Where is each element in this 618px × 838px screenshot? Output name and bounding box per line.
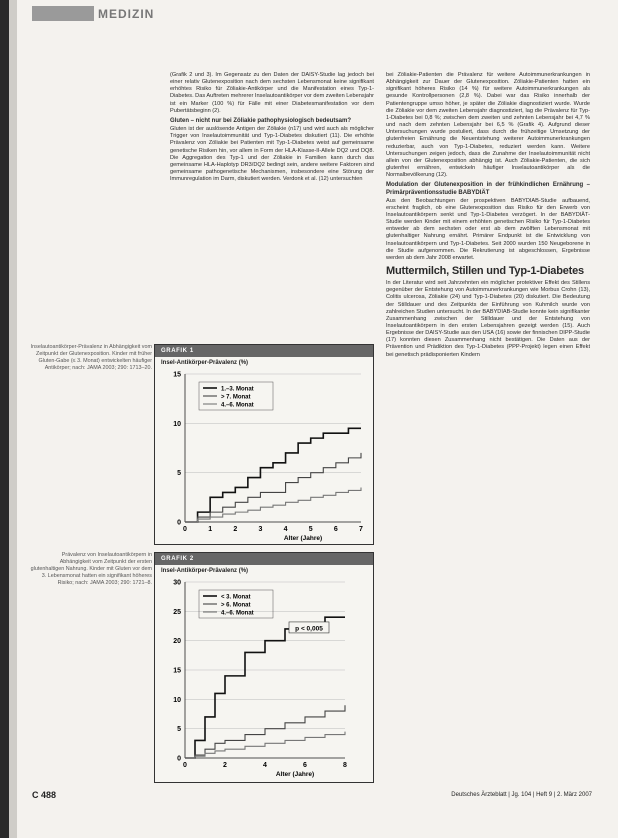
page-header: [32, 4, 592, 26]
page-number: C 488: [32, 790, 57, 800]
x-tick-label: 8: [343, 762, 347, 769]
y-tick-label: 30: [173, 579, 181, 587]
right-body-babydiat: Aus den Beobachtungen der prospektiven BABYDIAB-Studie aufbauend, erscheint fraglich, ob eine Glutenexposition das Risiko für den Erwerb von Inselautoantikörpern senkt und Typ-1-Diabetes verzögert. In der BABYDIÄT-Studie werden Kinder mit einem erhöhten genetischen Risiko für Typ-1-Diabetes entweder ab dem sechsten oder erst ab dem zwölften Lebensmonat mit glutenhaltiger Nahrung ernährt. Primärer Endpunkt ist die Entwicklung von Inselautoantikörpern und Typ-1-Diabetes. Seit 2000 wurden 150 Neugeborene in die Studie aufgenommen. Die Rekrutierung ist abgeschlossen, Ergebnisse werden ab dem Jahr 2008 erwartet.: [386, 197, 590, 261]
y-tick-label: 15: [173, 371, 181, 379]
legend-label: 4.–6. Monat: [221, 402, 254, 409]
y-tick-label: 10: [173, 696, 181, 704]
page-footer: [32, 790, 592, 804]
left-column-top: [170, 72, 374, 185]
right-body-muttermilch: In der Literatur wird seit Jahrzehnten ein möglicher protektiver Effekt des Stillens gegenüber der Entstehung von Autoimmunerkrankungen wie Morbus Crohn (13), Colitis ulcerosa, Zöliakie (24) und Typ-1-Diabetes (20) diskutiert. Die Bedeutung der Stilldauer und des Zeitpunkts der Einführung von Kuhmilch wurde von zahlreichen Studien untersucht. In der BABYDIAB-Studie konnte kein signifikanter Zusammenhang zwischen der Stilldauer und der Entstehung von Inselautoantikörpern in den ersten Lebensjahren gezeigt werden (15). Auch Ergebnisse der DAISY-Studie aus den USA (16) sowie der finnischen DIPP-Studie (17) konnten diesen Zusammenhang nicht bestätigen. Die Daten aus der Prävention und Prädiktion des Typ-1-Diabetes (PPP-Projekt) legen einen Effekt bei genetisch prädisponierten Kindern: [386, 280, 590, 358]
scan-edge-light: [9, 0, 17, 838]
figure1-caption: Inselautoantikörper-Prävalenz in Abhängigkeit vom Zeitpunkt der Glutenexposition. Kinder mit früher Gluten-Gabe (≤ 3. Monat) entwickelten häufiger Antikörper; nach: JAMA 2003; 290: 1713–20.: [30, 344, 152, 371]
x-tick-label: 1: [208, 526, 213, 533]
right-subheading-babydiat: Modulation der Glutenexposition in der frühkindlichen Ernährung – Primärpräventionsstudie BABYDIÄT: [386, 182, 590, 196]
y-tick-label: 20: [173, 638, 181, 646]
section-title: MEDIZIN: [98, 7, 155, 21]
y-tick-label: 15: [173, 667, 181, 675]
y-tick-label: 5: [177, 726, 181, 734]
right-section-heading: Muttermilch, Stillen und Typ-1-Diabetes: [386, 265, 584, 278]
x-tick-label: 4: [283, 526, 288, 533]
y-tick-label: 10: [173, 420, 181, 428]
pvalue-label: p < 0,005: [295, 625, 323, 633]
x-axis-label: Alter (Jahre): [275, 771, 315, 778]
figure1-tag: GRAFIK 1: [155, 345, 373, 357]
legend-label: 1.–3. Monat: [221, 386, 254, 393]
x-tick-label: 6: [303, 762, 307, 769]
figure-2: [154, 552, 374, 783]
y-tick-label: 0: [177, 755, 181, 763]
figure2-tag: GRAFIK 2: [155, 553, 373, 565]
figure2-chart: [155, 574, 371, 782]
figure1-chart: [155, 366, 371, 544]
x-tick-label: 0: [183, 526, 187, 533]
y-tick-label: 0: [177, 519, 181, 527]
right-intro-paragraph: bei Zöliakie-Patienten die Prävalenz für weitere Autoimmunerkrankungen in Abhängigkeit zur Dauer der Glutenexposition. Zöliakie-Patienten hatten ein signifikant höheres Risiko (14 %) für weitere Autoimmunerkrankungen als gesunde Kontrollpersonen (2,8 %). Dabei war das Risiko innerhalb der Patientengruppe umso höher, je später die Zöliakie diagnostiziert wurde. Wurde die Zöliakie vor dem zweiten Lebensjahr diagnostiziert, lag die Prävalenz für Typ-1-Diabetes bei 0,8 %; zwischen dem zweiten und zehnten Lebensjahr bei 4,7 % und nach dem zehnten Lebensjahr bei 6,5 % (Grafik 4). Aufgrund dieser Untersuchungen wurde postuliert, dass durch die frühzeitige Umsetzung der glutenfreien Ernährung die Neuentstehung weiterer Autoimmunerkrankungen reduzierbar, auch von Typ-1-Diabetes, reduziert werden kann. Weitere Untersuchungen zeigen jedoch, dass die Zunahme der Inselautoimmunität nicht allein von der Glutenexposition abhängig ist. Auch Zöliakie-Patienten, die sich glutenfrei ernähren, entwickeln häufiger Inselautoantikörper als die Normalbevölkerung (12).: [386, 72, 590, 179]
series-line-2: [185, 705, 345, 758]
figure-1: [154, 344, 374, 545]
x-tick-label: 6: [333, 526, 338, 533]
left-body-paragraph: Gluten ist der auslösende Antigen der Zöliakie (n17) und wird auch als möglicher Trigger von Inselautoimmunität und Typ-1-Diabetes diskutiert (11). Die erhöhte Prävalenz von Zöliakie bei Patienten mit Typ-1-Diabetes weist auf gemeinsame genetische Risiken hin, vor allem in Form der HLA-Klasse-II-Allele DQ2 und DQ8. Die Aggregation des Typ-1 und der Zöliakie in Familien kann durch das gemeinsame HLA-Haplotyp DR3/DQ2 bedingt sein, andere weitere Faktoren sind gemeinsame pathogenetische Mechanismen, insbesondere eine Störung der Immunregulation im Darm, diskutiert werden. Verdonk et al. (12) untersuchten: [170, 126, 374, 183]
x-tick-label: 2: [233, 526, 238, 533]
journal-citation: Deutsches Ärzteblatt | Jg. 104 | Heft 9 | 2. März 2007: [451, 792, 592, 798]
x-tick-label: 0: [183, 762, 187, 769]
figure2-caption: Prävalenz von Inselautoantikörpern in Abhängigkeit vom Zeitpunkt der ersten glutenhaltigen Nahrung. Kinder mit Gluten vor dem 3. Lebensmonat hatten ein signifikant höheres Risiko; nach: JAMA 2003; 290: 1721–8.: [30, 552, 152, 586]
legend-label: < 3. Monat: [221, 594, 251, 601]
y-tick-label: 25: [173, 608, 181, 616]
header-bar: [32, 6, 94, 21]
legend-label: > 7. Monat: [221, 394, 251, 401]
left-subheading: Gluten – nicht nur bei Zöliakie pathophysiologisch bedeutsam?: [170, 117, 352, 124]
series-line-1: [185, 428, 361, 522]
legend-label: 4.–6. Monat: [221, 610, 254, 617]
x-tick-label: 4: [263, 762, 267, 769]
legend-label: > 6. Monat: [221, 602, 251, 609]
x-tick-label: 2: [223, 762, 227, 769]
series-line-1: [185, 617, 345, 758]
x-axis-label: Alter (Jahre): [283, 535, 323, 542]
scan-edge-dark: [0, 0, 9, 838]
figure1-title: Insel-Antikörper-Prävalenz (%): [161, 360, 249, 366]
figure2-title: Insel-Antikörper-Prävalenz (%): [161, 568, 249, 574]
right-column: [386, 72, 590, 361]
y-tick-label: 5: [177, 470, 181, 478]
x-tick-label: 7: [359, 526, 363, 533]
x-tick-label: 5: [308, 526, 313, 533]
series-line-3: [185, 732, 345, 758]
left-intro-paragraph: (Grafik 2 und 3). Im Gegensatz zu den Daten der DAISY-Studie lag jedoch bei einer relativ Glutenexposition nach dem sechsten Lebensmonat keine signifikant erhöhtes Risiko für Zöliakie-Antikörper und die Manifestation eines Typ-1-Diabetes. Das Auftreten mehrerer Inselautoantikörper vor dem zweiten Lebensjahr ist ein Marker (100 %) für Fälle mit einer Diabetesmanifestation vor dem Pubertätsbeginn (2).: [170, 72, 374, 114]
x-tick-label: 3: [258, 526, 263, 533]
